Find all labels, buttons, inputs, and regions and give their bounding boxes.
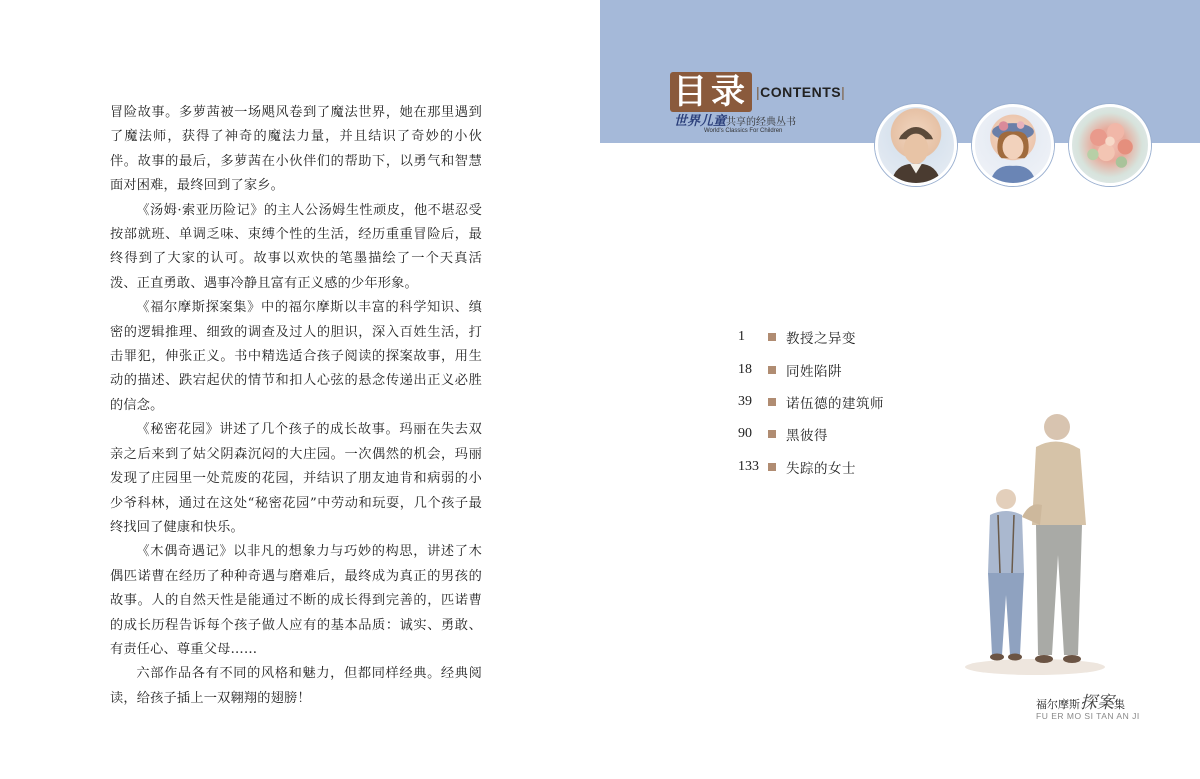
portrait-lady-icon <box>972 104 1054 186</box>
toc-page-number: 18 <box>738 361 752 377</box>
toc-item[interactable] <box>738 353 884 385</box>
toc-bullet-icon <box>768 366 776 374</box>
series-english-text: World's Classics For Children <box>704 128 783 134</box>
toc-item[interactable] <box>738 321 884 353</box>
footer-chinese: 福尔摩斯探案集 <box>1036 693 1125 713</box>
contents-title <box>670 72 845 112</box>
toc-item[interactable] <box>738 418 884 450</box>
toc-title: 教授之异变 <box>786 331 856 348</box>
toc-title: 同姓陷阱 <box>786 363 842 380</box>
series-main-text: 世界儿童 <box>674 114 727 129</box>
preface-paragraph: 《福尔摩斯探案集》中的福尔摩斯以丰富的科学知识、缜密的逻辑推理、细致的调查及过人的胆识，深入百姓生活，打击罪犯，伸张正义。书中精选适合孩子阅读的探案故事，用生动的描述、跌宕起伏的情节和扣人心弦的悬念传递出正义必胜的信念。 <box>110 300 482 413</box>
toc-bullet-icon <box>768 398 776 406</box>
toc-bullet-icon <box>768 463 776 471</box>
toc-page-number: 1 <box>738 329 745 345</box>
toc-title: 失踪的女士 <box>786 460 856 477</box>
book-series-footer <box>1036 688 1176 721</box>
title-english: |CONTENTS| <box>756 84 846 100</box>
preface-paragraph: 冒险故事。多萝茜被一场飓风卷到了魔法世界，她在那里遇到了魔法师，获得了神奇的魔法力量，并且结识了奇妙的小伙伴。故事的最后，多萝茜在小伙伴们的帮助下，以勇气和智慧面对困难，最终回到了家乡。 <box>110 105 482 194</box>
toc-bullet-icon <box>768 333 776 341</box>
table-of-contents <box>738 321 884 483</box>
portrait-holmes-icon <box>875 104 957 186</box>
toc-item[interactable] <box>738 451 884 483</box>
preface-paragraph: 六部作品各有不同的风格和魅力，但都同样经典。经典阅读，给孩子插上一双翱翔的翅膀！ <box>110 666 482 706</box>
toc-item[interactable] <box>738 386 884 418</box>
toc-page-number: 90 <box>738 426 752 442</box>
father-son-illustration <box>960 405 1110 675</box>
preface-paragraph: 《秘密花园》讲述了几个孩子的成长故事。玛丽在失去双亲之后来到了姑父阴森沉闷的大庄园。一次偶然的机会，玛丽发现了庄园里一处荒废的花园，并结识了朋友迪肯和病弱的小少爷科林，通过在这处“秘密花园”中劳动和玩耍，几个孩子最终找回了健康和快乐。 <box>110 422 482 535</box>
title-chinese: 目录 <box>670 72 756 112</box>
series-sub-text: 共享的经典丛书 <box>726 117 797 128</box>
preface-paragraph: 《木偶奇遇记》以非凡的想象力与巧妙的构思，讲述了木偶匹诺曹在经历了种种奇遇与磨难后，最终成为真正的男孩的故事。人的自然天性是能通过不断的成长得到完善的，匹诺曹的成长历程告诉每个孩子做人应有的基本品质：诚实、勇敢、有责任心、尊重父母…… <box>110 544 482 657</box>
toc-title: 黑彼得 <box>786 428 828 445</box>
footer-english: FU ER MO SI TAN AN JI <box>1036 711 1140 721</box>
toc-title: 诺伍德的建筑师 <box>786 395 884 412</box>
preface-paragraph: 《汤姆·索亚历险记》的主人公汤姆生性顽皮，他不堪忍受按部就班、单调乏味、束缚个性的生活，经历重重冒险后，最终得到了大家的认可。故事以欢快的笔墨描绘了一个天真活泼、正直勇敢、遇事冷静且富有正义感的少年形象。 <box>110 202 482 291</box>
toc-page-number: 39 <box>738 393 752 409</box>
preface-body <box>110 101 482 711</box>
right-page <box>600 0 1200 779</box>
toc-page-number: 133 <box>738 458 759 474</box>
flower-bouquet-icon <box>1069 104 1151 186</box>
series-logo <box>674 110 797 134</box>
toc-bullet-icon <box>768 430 776 438</box>
